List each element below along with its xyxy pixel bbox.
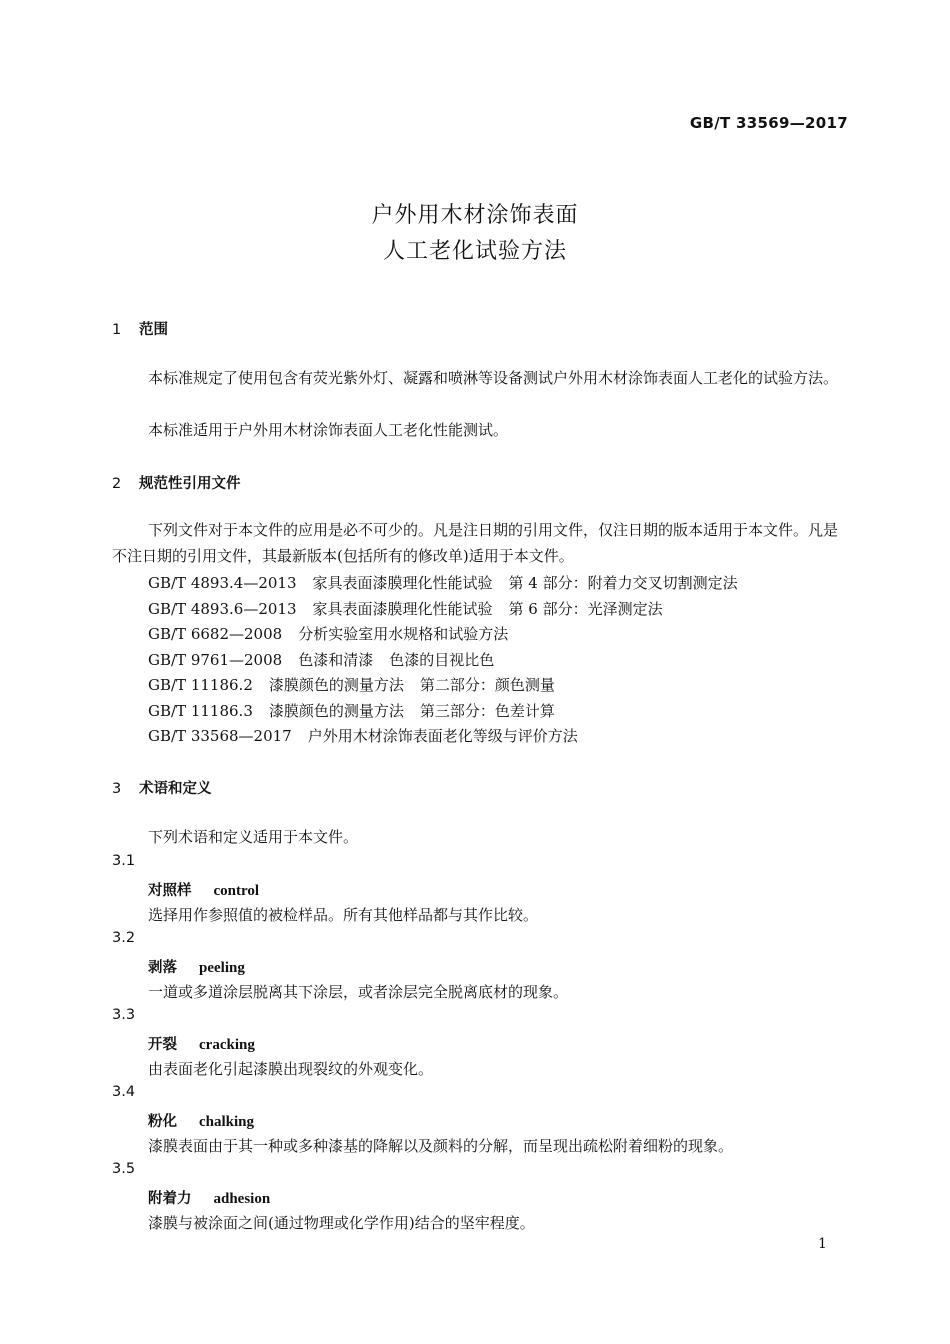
reference-title: 漆膜颜色的测量方法 [268, 676, 404, 694]
reference-title: 漆膜颜色的测量方法 [268, 702, 404, 720]
term-entry [148, 1110, 254, 1131]
reference-code: GB/T 11186.3 [148, 702, 253, 720]
reference-item [148, 700, 555, 721]
term-zh: 开裂 [148, 1037, 177, 1053]
section-title: 范围 [139, 322, 168, 338]
reference-item [148, 623, 508, 644]
term-zh: 对照样 [148, 883, 192, 899]
term-definition: 漆膜与被涂面之间(通过物理或化学作用)结合的坚牢程度。 [148, 1214, 535, 1232]
references-intro [112, 518, 852, 569]
section-number: 2 [112, 476, 122, 492]
reference-code: GB/T 9761—2008 [148, 651, 283, 669]
reference-code: GB/T 33568—2017 [148, 727, 292, 745]
clause-number: 3.1 [112, 853, 136, 869]
standard-number: GB/T 33569—2017 [689, 114, 848, 132]
reference-code: GB/T 11186.2 [148, 676, 253, 694]
paragraph-text: 本标准适用于户外用木材涂饰表面人工老化性能测试。 [148, 421, 509, 439]
term-definition: 由表面老化引起漆膜出现裂纹的外观变化。 [148, 1060, 434, 1078]
reference-part: 第 4 部分：附着力交叉切割测定法 [508, 574, 738, 592]
scope-paragraph-1 [112, 366, 852, 392]
reference-title: 家具表面漆膜理化性能试验 [312, 600, 493, 618]
reference-item [148, 725, 578, 746]
term-entry [148, 1187, 270, 1208]
clause-number: 3.3 [112, 1007, 136, 1023]
term-en: adhesion [213, 1191, 271, 1207]
term-definition: 选择用作参照值的被检样品。所有其他样品都与其作比较。 [148, 906, 539, 924]
reference-part: 第三部分：色差计算 [419, 702, 555, 720]
clause-number: 3.5 [112, 1161, 136, 1177]
term-entry [148, 956, 245, 977]
clause-number: 3.2 [112, 930, 136, 946]
scope-paragraph-2 [112, 418, 852, 444]
paragraph-text: 本标准规定了使用包含有荧光紫外灯、凝露和喷淋等设备测试户外用木材涂饰表面人工老化的试验方法。 [148, 369, 839, 387]
terms-intro: 下列术语和定义适用于本文件。 [148, 828, 359, 846]
reference-title: 色漆和清漆 [298, 651, 374, 669]
section-number: 3 [112, 781, 122, 797]
paragraph-text: 下列文件对于本文件的应用是必不可少的。凡是注日期的引用文件，仅注日期的版本适用于本文件。凡是不注日期的引用文件，其最新版本(包括所有的修改单)适用于本文件。 [112, 521, 839, 565]
section-2-heading [112, 472, 241, 493]
term-definition: 漆膜表面由于其一种或多种漆基的降解以及颜料的分解，而呈现出疏松附着细粉的现象。 [148, 1137, 734, 1155]
reference-item [148, 598, 663, 619]
term-en: control [213, 883, 260, 899]
reference-title: 家具表面漆膜理化性能试验 [312, 574, 493, 592]
reference-part: 第 6 部分：光泽测定法 [508, 600, 663, 618]
section-1-heading [112, 318, 168, 339]
clause-number: 3.4 [112, 1084, 136, 1100]
term-definition: 一道或多道涂层脱离其下涂层，或者涂层完全脱离底材的现象。 [148, 983, 569, 1001]
term-en: chalking [199, 1114, 255, 1130]
reference-item [148, 674, 555, 695]
reference-part: 色漆的目视比色 [389, 651, 495, 669]
term-en: cracking [199, 1037, 255, 1053]
term-entry [148, 1033, 255, 1054]
term-zh: 粉化 [148, 1114, 177, 1130]
reference-item [148, 572, 738, 593]
section-title: 规范性引用文件 [139, 476, 241, 492]
reference-code: GB/T 6682—2008 [148, 625, 283, 643]
term-zh: 附着力 [148, 1191, 192, 1207]
term-en: peeling [199, 960, 245, 976]
term-zh: 剥落 [148, 960, 177, 976]
reference-code: GB/T 4893.4—2013 [148, 574, 297, 592]
reference-title: 户外用木材涂饰表面老化等级与评价方法 [307, 727, 578, 745]
reference-code: GB/T 4893.6—2013 [148, 600, 297, 618]
reference-title: 分析实验室用水规格和试验方法 [298, 625, 509, 643]
term-entry [148, 879, 259, 900]
section-number: 1 [112, 322, 122, 338]
reference-item [148, 649, 494, 670]
document-title-line2: 人工老化试验方法 [382, 239, 567, 264]
section-3-heading [112, 777, 212, 798]
page-number: 1 [818, 1236, 827, 1252]
reference-part: 第二部分：颜色测量 [419, 676, 555, 694]
section-title: 术语和定义 [139, 781, 212, 797]
document-title-line1: 户外用木材涂饰表面 [371, 203, 579, 228]
